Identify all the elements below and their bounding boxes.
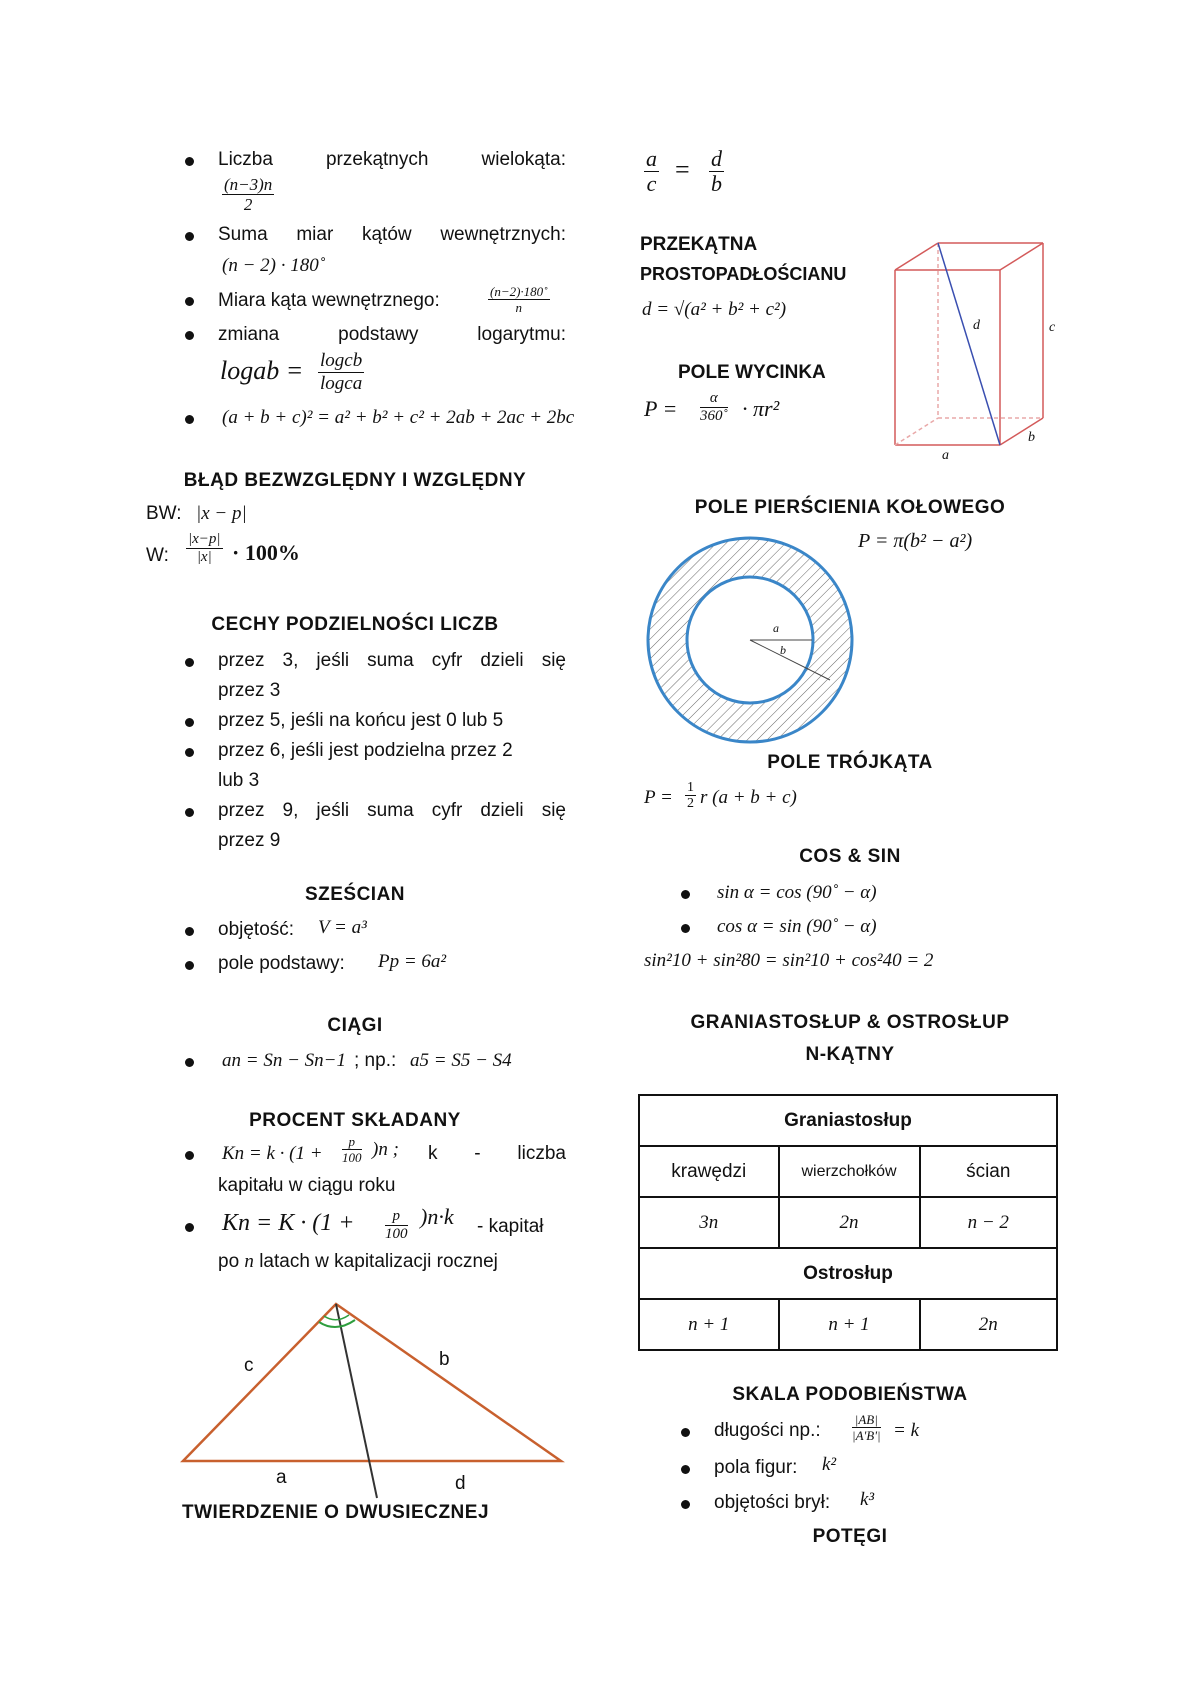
sequence-np: ; np.: (354, 1050, 397, 1071)
pyramid-header: Ostrosłup (639, 1248, 1057, 1299)
compound-2-text-a: - kapitał (477, 1216, 544, 1237)
compound-1-formula-b: )n ; (372, 1139, 399, 1160)
cossin-title: COS & SIN (799, 846, 901, 867)
prism-faces-value: n − 2 (920, 1197, 1058, 1248)
cuboid-space-diagonal (938, 243, 1000, 445)
prism-vertices-value: 2n (779, 1197, 920, 1248)
compound-1-text-b: kapitału w ciągu roku (218, 1175, 396, 1196)
bisector-title: TWIERDZENIE O DWUSIECZNEJ (182, 1502, 490, 1523)
cuboid-label-b: b (1028, 430, 1035, 445)
bw-label: BW: (146, 503, 182, 524)
scale-3-formula: k³ (860, 1489, 875, 1510)
compound-1-den: 100 (342, 1150, 362, 1165)
triangle-label-c: c (244, 1355, 254, 1376)
cossin-example: sin²10 + sin²80 = sin²10 + cos²40 = 2 (644, 950, 934, 971)
triangle-label-b: b (439, 1349, 450, 1370)
divisibility-item: przez 9, jeśli suma cyfr dzieli się (218, 800, 566, 821)
cube-volume-formula: V = a³ (318, 917, 367, 938)
poly-diagonals-label: Liczba przekątnych wielokąta: (218, 149, 566, 170)
cube-title: SZEŚCIAN (304, 884, 406, 905)
angle-sum-formula: (n − 2) · 180˚ (222, 255, 326, 276)
divisibility-title: CECHY PODZIELNOŚCI LICZB (211, 614, 499, 635)
triangle-area-formula-b: r (a + b + c) (700, 787, 797, 808)
ratio-a: a (646, 146, 657, 171)
prism-pyramid-table (638, 1094, 1058, 1351)
scale-title: SKALA PODOBIEŃSTWA (732, 1384, 968, 1405)
triangle-area-den: 2 (687, 796, 694, 811)
triangle-area-formula-a: P = (644, 787, 673, 808)
prism-header: Graniastosłup (639, 1095, 1057, 1146)
cube-volume-label: objętość: (218, 919, 295, 940)
divisibility-item: przez 5, jeśli na końcu jest 0 lub 5 (218, 710, 504, 731)
ring-formula: P = π(b² − a²) (858, 530, 973, 552)
square-of-sum-formula: (a + b + c)² = a² + b² + c² + 2ab + 2ac + 2bc (222, 407, 575, 428)
log-base-den: logca (320, 373, 363, 394)
table-row (639, 1299, 1057, 1350)
ratio-c: c (646, 171, 657, 196)
sequence-formula-b: a5 = S5 − S4 (410, 1050, 512, 1071)
prism-title-1: GRANIASTOSŁUP & OSTROSŁUP (690, 1012, 1010, 1033)
compound-2-text-b-n: n (244, 1251, 254, 1272)
cuboid-title-1: PRZEKĄTNA (640, 234, 758, 255)
compound-1-num: p (342, 1134, 362, 1150)
triangle-label-a: a (276, 1467, 287, 1488)
compound-2-text-b-post: latach w kapitalizacji rocznej (259, 1251, 498, 1272)
log-base-num: logcb (320, 350, 363, 371)
triangle-label-d: d (455, 1473, 466, 1494)
sector-title: POLE WYCINKA (678, 362, 826, 383)
ratio-eq: = (675, 155, 690, 184)
ring-diagram (640, 530, 860, 750)
cuboid-label-a: a (942, 448, 949, 463)
interior-angle-den: n (515, 300, 522, 315)
divisibility-item-cont: przez 3 (218, 680, 281, 701)
bullet (681, 1500, 690, 1509)
poly-diagonals-den: 2 (243, 195, 253, 214)
pyramid-vertices-value: n + 1 (779, 1299, 920, 1350)
divisibility-item: przez 6, jeśli jest podzielna przez 2 (218, 740, 513, 761)
w-tail: · 100% (232, 540, 300, 565)
scale-1-tail: = k (893, 1420, 920, 1441)
compound-1-text-a: k - liczba (428, 1143, 566, 1164)
bullet (681, 924, 690, 933)
compound-2-num: p (385, 1208, 408, 1226)
cuboid-title-2: PROSTOPADŁOŚCIANU (640, 264, 847, 284)
scale-2-label: pola figur: (714, 1457, 798, 1478)
log-base-label: zmiana podstawy logarytmu: (218, 324, 566, 345)
compound-title: PROCENT SKŁADANY (249, 1110, 461, 1131)
scale-1-num: |AB| (852, 1412, 881, 1428)
divisibility-item: przez 3, jeśli suma cyfr dzieli się (218, 650, 566, 671)
sequences-title: CIĄGI (327, 1015, 383, 1036)
table-row (639, 1248, 1057, 1299)
bullet (681, 1465, 690, 1474)
column-faces: ścian (920, 1146, 1058, 1197)
scale-1-den: |A'B'| (852, 1428, 881, 1443)
angle-sum-label: Suma miar kątów wewnętrznych: (218, 224, 566, 245)
scale-1-fraction (852, 1412, 881, 1443)
sector-lhs: P = (644, 396, 678, 421)
ring-title: POLE PIERŚCIENIA KOŁOWEGO (694, 497, 1006, 518)
cube-base-formula: Pp = 6a² (378, 951, 447, 972)
error-title: BŁĄD BEZWZGLĘDNY I WZGLĘDNY (183, 470, 527, 491)
bullet (681, 1428, 690, 1437)
w-num: |x−p| (188, 531, 221, 547)
compound-1-formula-a: Kn = k · (1 + (222, 1143, 323, 1164)
pyramid-edges-value: n + 1 (639, 1299, 779, 1350)
bullet (681, 890, 690, 899)
pyramid-faces-value: 2n (920, 1299, 1058, 1350)
cossin-2: cos α = sin (90˚ − α) (717, 916, 877, 937)
table-row (639, 1197, 1057, 1248)
sequence-formula-a: an = Sn − Sn−1 (222, 1050, 346, 1071)
sector-den: 360˚ (700, 408, 728, 424)
divisibility-item-cont: lub 3 (218, 770, 260, 791)
sector-tail: · πr² (742, 396, 780, 421)
column-vertices: wierzchołków (779, 1146, 920, 1197)
table-row (639, 1095, 1057, 1146)
cuboid-label-c: c (1049, 320, 1056, 335)
ratio-b: b (711, 171, 722, 196)
scale-1-label: długości np.: (714, 1420, 821, 1441)
compound-2-den: 100 (385, 1226, 408, 1242)
compound-2-formula-a: Kn = K · (1 + (222, 1210, 355, 1236)
triangle-area-num: 1 (687, 780, 694, 795)
table-row (639, 1146, 1057, 1197)
log-base-lhs: logab = (220, 356, 304, 385)
cuboid-formula: d = √(a² + b² + c²) (642, 299, 787, 320)
ring-label-b: b (780, 643, 786, 657)
triangle-area-title: POLE TRÓJKĄTA (767, 752, 933, 773)
w-label: W: (146, 545, 169, 566)
bw-formula: |x − p| (196, 503, 247, 524)
divisibility-item-cont: przez 9 (218, 830, 281, 851)
scale-3-label: objętości brył: (714, 1492, 831, 1513)
poly-diagonals-num: (n−3)n (224, 175, 273, 194)
scale-2-formula: k² (822, 1454, 837, 1475)
sector-fraction (700, 390, 728, 425)
interior-angle-num: (n−2)·180˚ (490, 284, 548, 299)
powers-title: POTĘGI (812, 1526, 888, 1547)
cossin-1: sin α = cos (90˚ − α) (717, 882, 877, 903)
ratio-d: d (711, 146, 722, 171)
compound-2-text-b-pre: po (218, 1251, 240, 1272)
cube-base-label: pole podstawy: (218, 953, 345, 974)
prism-title-2: N-KĄTNY (805, 1044, 895, 1065)
column-edges: krawędzi (639, 1146, 779, 1197)
ring-label-a: a (773, 621, 779, 635)
prism-edges-value: 3n (639, 1197, 779, 1248)
sector-num: α (700, 390, 728, 408)
compound-2-formula-b: )n·k (420, 1204, 454, 1229)
interior-angle-label: Miara kąta wewnętrznego: (218, 290, 440, 311)
w-den: |x| (196, 549, 212, 565)
triangle-area-fraction (685, 780, 696, 811)
cuboid-label-d: d (973, 318, 980, 333)
